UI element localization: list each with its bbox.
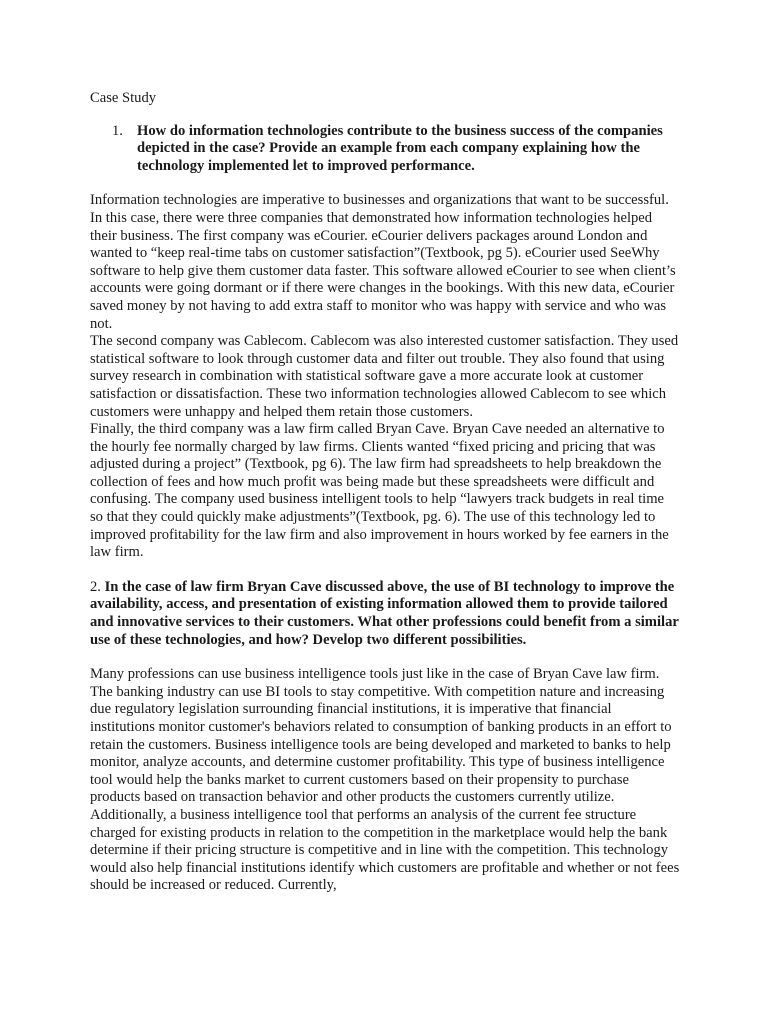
answer-1-paragraph-ecourier: Information technologies are imperative to businesses and organizations that want to be successful. In this case, there were three companies that demonstrated how information technologies helped their business. The first company was eCourier. eCourier delivers packages around London and wanted to “keep real-time tabs on customer satisfaction”(Textbook, pg 5). eCourier used SeeWhy software to help give them customer data faster. This software allowed eCourier to see when client’s accounts were going dormant or if there were changes in the bookings. With this new data, eCourier saved money by not having to add extra staff to monitor who was happy with service and who was not. (90, 192, 676, 332)
question-1-number: 1. (112, 122, 123, 139)
answer-1-paragraph-bryan-cave: Finally, the third company was a law firm called Bryan Cave. Bryan Cave needed an alternative to the hourly fee normally charged by law firms. Clients wanted “fixed pricing and pricing that was adjusted during a project” (Textbook, pg 6). The law firm had spreadsheets to help breakdown the collection of fees and how much profit was being made but these spreadsheets were difficult and confusing. The company used business intelligent tools to help “lawyers track budgets in real time so that they could quickly make adjustments”(Textbook, pg. 6). The use of this technology led to improved profitability for the law firm and also improvement in hours worked by fee earners in the law firm. (90, 421, 669, 561)
question-2-number: 2. (90, 578, 101, 595)
question-1 (90, 123, 680, 176)
document-title: Case Study (90, 90, 157, 106)
question-1-text: How do information technologies contribute to the business success of the companies depicted in the case? Provide an example from each company explaining how the technology implemented let to improved performance. (137, 122, 663, 174)
answer-2-paragraph: Many professions can use business intelligence tools just like in the case of Bryan Cave law firm. The banking industry can use BI tools to stay competitive. With competition nature and increasing due regulatory legislation surrounding financial institutions, it is imperative that financial institutions monitor customer's behaviors related to consumption of banking products in an effort to retain the customers. Business intelligence tools are being developed and marketed to banks to help monitor, analyze accounts, and determine customer profitability. This type of business intelligence tool would help the banks market to current customers based on their propensity to purchase products based on transaction behavior and other products the customers currently utilize. Additionally, a business intelligence tool that performs an analysis of the current fee structure charged for existing products in relation to the competition in the marketplace would help the bank determine if their pricing structure is competitive and in line with the competition. This technology would also help financial institutions identify which customers are profitable and whether or not fees should be increased or reduced. Currently, (90, 666, 680, 894)
question-2-text: In the case of law firm Bryan Cave discussed above, the use of BI technology to improve the availability, access, and presentation of existing information allowed them to provide tailored and innovative services to their customers. What other professions could benefit from a similar use of these technologies, and how? Develop two different possibilities. (90, 578, 679, 648)
answer-1-paragraph-cablecom: The second company was Cablecom. Cablecom was also interested customer satisfaction. They used statistical software to look through customer data and filter out trouble. They also found that using survey research in combination with statistical software gave a more accurate look at customer satisfaction or dissatisfaction. These two information technologies allowed Cablecom to see which customers were unhappy and helped them retain those customers. (90, 333, 679, 420)
paragraph-gap (90, 562, 680, 579)
question-2 (90, 579, 680, 649)
